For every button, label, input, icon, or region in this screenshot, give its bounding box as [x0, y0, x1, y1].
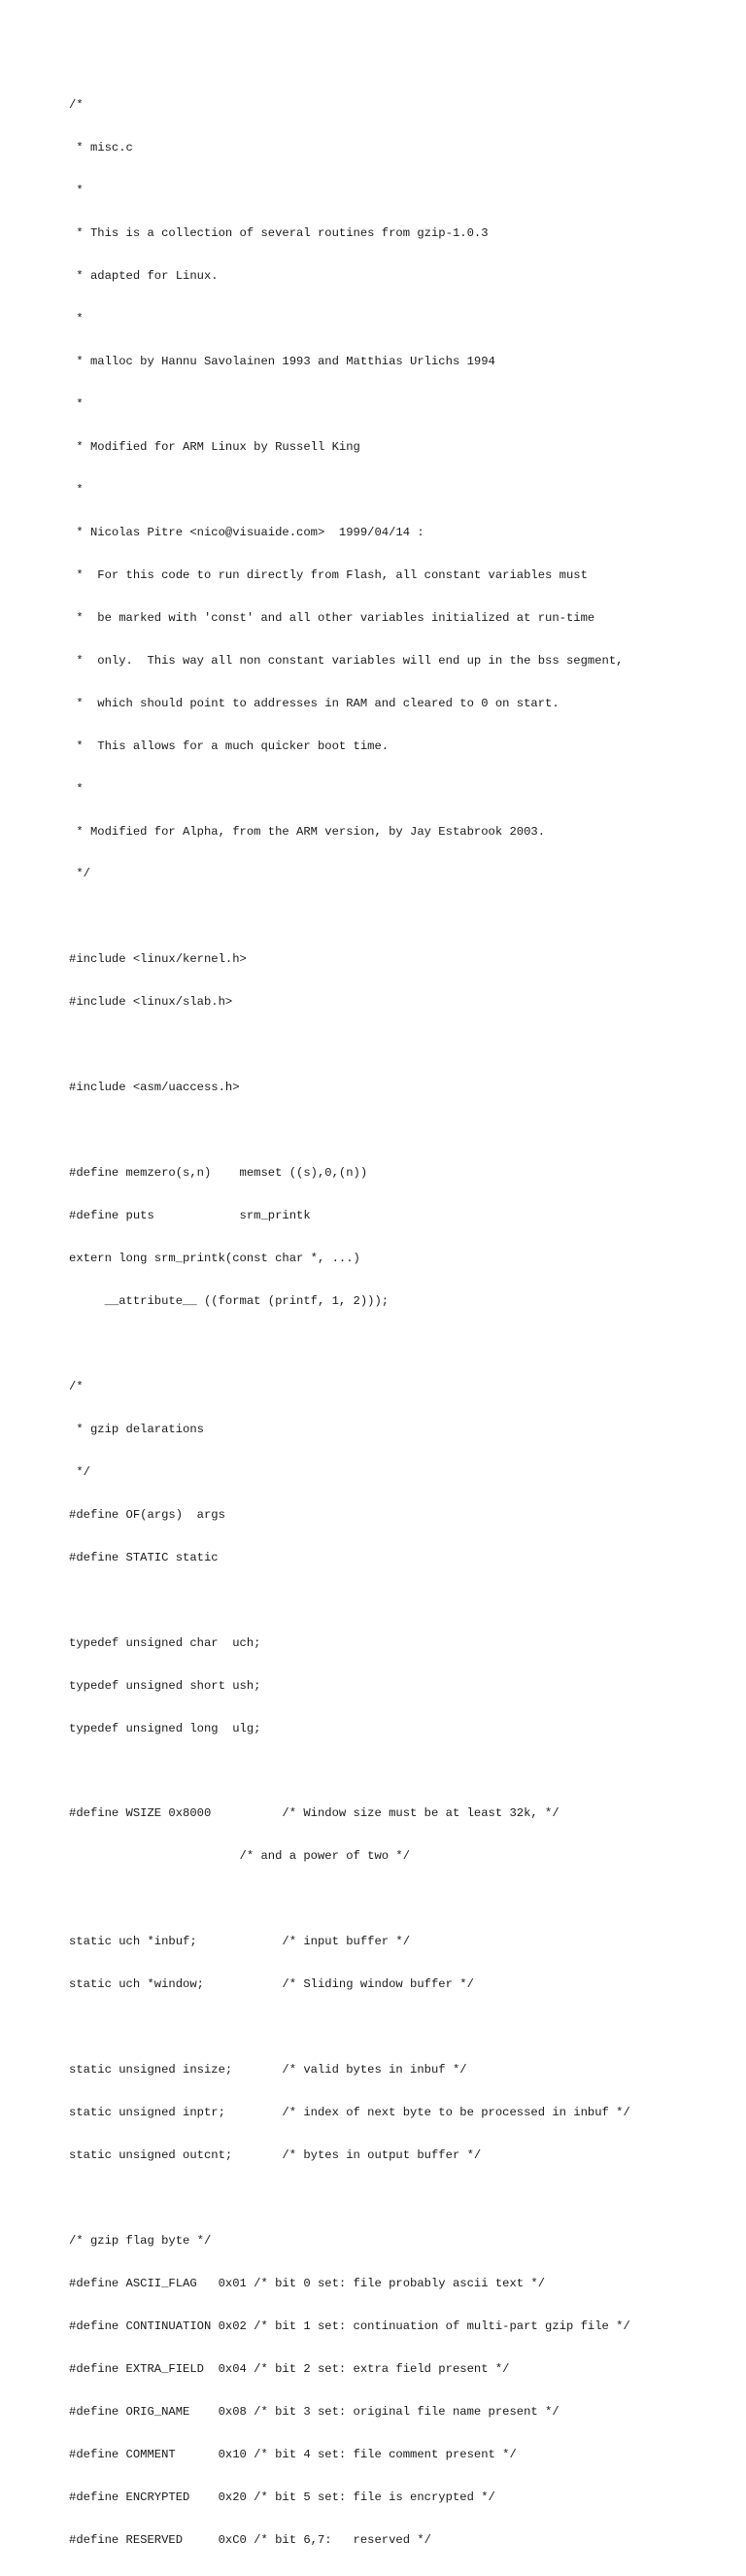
- code-line: static unsigned outcnt; /* bytes in output buffer */: [69, 2148, 482, 2163]
- code-line: * For this code to run directly from Flash, all constant variables must: [69, 567, 588, 582]
- code-line: *: [69, 781, 84, 796]
- code-line: static uch *inbuf; /* input buffer */: [69, 1935, 411, 1949]
- code-line: typedef unsigned long ulg;: [69, 1721, 261, 1735]
- code-line: * misc.c: [69, 141, 133, 155]
- code-line: /* and a power of two */: [69, 1849, 411, 1864]
- code-line: #define RESERVED 0xC0 /* bit 6,7: reserved */: [69, 2532, 431, 2547]
- code-line: /*: [69, 98, 84, 113]
- code-line: */: [69, 867, 90, 881]
- code-line: *: [69, 396, 84, 411]
- code-line: [69, 2191, 630, 2206]
- code-line: #define COMMENT 0x10 /* bit 4 set: file comment present */: [69, 2447, 517, 2461]
- code-line: */: [69, 1464, 90, 1479]
- code-line: __attribute__ ((format (printf, 1, 2)));: [69, 1294, 390, 1308]
- code-line: [69, 1123, 630, 1138]
- code-line: static uch *window; /* Sliding window buffer */: [69, 1977, 474, 1992]
- code-line: typedef unsigned char uch;: [69, 1635, 261, 1650]
- code-line: static unsigned inptr; /* index of next byte to be processed in inbuf */: [69, 2106, 630, 2120]
- code-line: typedef unsigned short ush;: [69, 1678, 261, 1693]
- code-line: #define OF(args) args: [69, 1507, 225, 1522]
- code-line: #include <asm/uaccess.h>: [69, 1081, 240, 1095]
- code-line: [69, 1764, 630, 1778]
- code-line: *: [69, 184, 84, 198]
- code-line: [69, 1594, 630, 1608]
- code-line: #define ASCII_FLAG 0x01 /* bit 0 set: file probably ascii text */: [69, 2276, 546, 2290]
- code-line: #include <linux/kernel.h>: [69, 952, 247, 967]
- code-line: #define STATIC static: [69, 1550, 219, 1564]
- code-line: extern long srm_printk(const char *, ...): [69, 1252, 360, 1266]
- code-line: *: [69, 482, 84, 497]
- code-line: * malloc by Hannu Savolainen 1993 and Matthias Urlichs 1994: [69, 355, 495, 369]
- code-line: * which should point to addresses in RAM and cleared to 0 on start.: [69, 696, 560, 710]
- code-line: /*: [69, 1379, 84, 1393]
- code-line: * This is a collection of several routines from gzip-1.0.3: [69, 226, 489, 241]
- code-line: * gzip delarations: [69, 1422, 204, 1436]
- code-line: #include <linux/slab.h>: [69, 995, 233, 1010]
- code-line: * only. This way all non constant variables will end up in the bss segment,: [69, 653, 624, 668]
- code-line: #define WSIZE 0x8000 /* Window size must be at least 32k, */: [69, 1806, 560, 1821]
- code-line: #define puts srm_printk: [69, 1209, 311, 1223]
- code-line: [69, 1892, 630, 1906]
- code-line: [69, 910, 630, 924]
- code-line: * be marked with 'const' and all other variables initialized at run-time: [69, 610, 595, 625]
- code-line: [69, 1038, 630, 1052]
- code-line: static unsigned insize; /* valid bytes in inbuf */: [69, 2063, 467, 2078]
- code-line: *: [69, 312, 84, 326]
- code-line: * This allows for a much quicker boot time.: [69, 738, 390, 753]
- code-line: /* gzip flag byte */: [69, 2233, 212, 2248]
- source-code-listing: [69, 70, 630, 2576]
- code-line: #define ORIG_NAME 0x08 /* bit 3 set: original file name present */: [69, 2404, 560, 2419]
- code-line: [69, 2020, 630, 2035]
- code-line: * adapted for Linux.: [69, 269, 219, 284]
- code-line: * Modified for Alpha, from the ARM version, by Jay Estabrook 2003.: [69, 824, 546, 839]
- code-line: [69, 1337, 630, 1352]
- code-line: #define EXTRA_FIELD 0x04 /* bit 2 set: extra field present */: [69, 2361, 510, 2376]
- code-line: * Modified for ARM Linux by Russell King: [69, 439, 360, 454]
- code-line: * Nicolas Pitre <nico@visuaide.com> 1999/04/14 :: [69, 525, 424, 539]
- code-line: #define ENCRYPTED 0x20 /* bit 5 set: file is encrypted */: [69, 2490, 495, 2504]
- code-line: #define memzero(s,n) memset ((s),0,(n)): [69, 1166, 368, 1181]
- code-line: #define CONTINUATION 0x02 /* bit 1 set: continuation of multi-part gzip file */: [69, 2318, 630, 2333]
